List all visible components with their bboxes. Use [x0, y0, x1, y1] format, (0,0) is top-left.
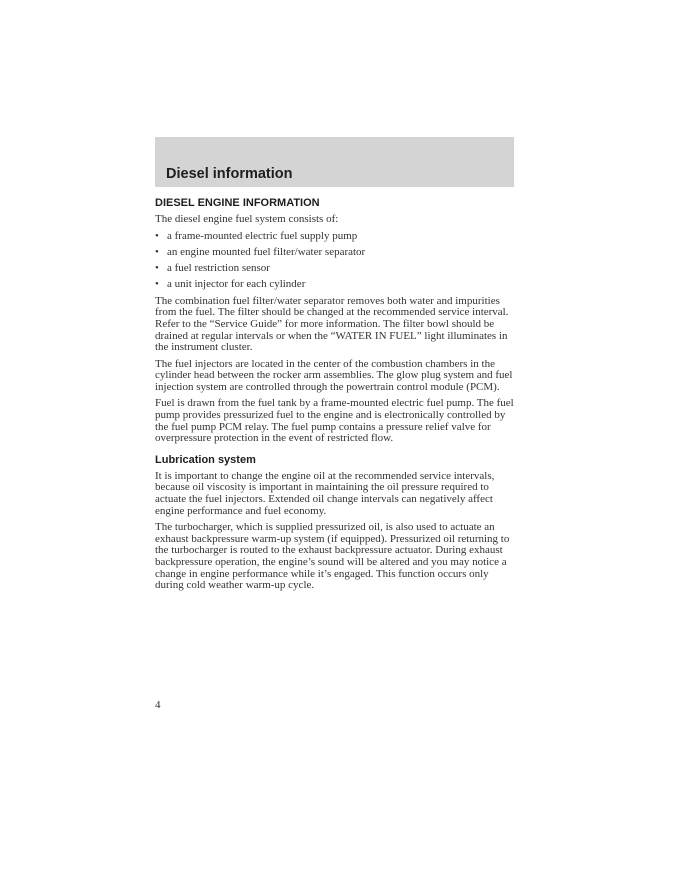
chapter-header-band	[155, 137, 514, 187]
fuel-system-components-list	[155, 231, 517, 291]
bullet-icon: •	[155, 245, 159, 258]
list-item-text: an engine mounted fuel filter/water separator	[167, 245, 366, 258]
bullet-icon: •	[155, 262, 159, 275]
page-number: 4	[155, 699, 161, 711]
list-item-text: a fuel restriction sensor	[167, 262, 270, 275]
list-item	[155, 231, 517, 243]
list-item	[155, 247, 517, 259]
fuel-pump-paragraph: Fuel is drawn from the fuel tank by a frame-mounted electric fuel pump. The fuel pump provides pressurized fuel to the engine and is electronically controlled by the fuel pump PCM relay. The fuel pump contains a pressure relief valve for overpressure protection in the event of restricted flow.	[155, 397, 514, 445]
bullet-icon: •	[155, 278, 159, 291]
section-heading: DIESEL ENGINE INFORMATION	[155, 197, 320, 209]
page-content	[155, 196, 517, 597]
engine-oil-paragraph: It is important to change the engine oil at the recommended service intervals, because oil viscosity is important in maintaining the oil pressure required to actuate the fuel injectors. Extended oil change intervals can negatively affect engine performance and fuel economy.	[155, 469, 495, 517]
list-item-text: a frame-mounted electric fuel supply pump	[167, 229, 358, 242]
lubrication-heading: Lubrication system	[155, 453, 256, 466]
section-intro: The diesel engine fuel system consists of:	[155, 213, 339, 225]
list-item-text: a unit injector for each cylinder	[167, 278, 306, 291]
bullet-icon: •	[155, 229, 159, 242]
fuel-filter-paragraph: The combination fuel filter/water separator removes both water and impurities from the fuel. The filter should be changed at the recommended service interval. Refer to the “Service Guide” for more information. The filter bowl should be drained at regular intervals or when the “WATER IN FUEL” light illuminates in the instrument cluster.	[155, 294, 509, 354]
turbocharger-paragraph: The turbocharger, which is supplied pressurized oil, is also used to actuate an exhaust backpressure warm-up system (if equipped). Pressurized oil returning to the turbocharger is routed to the exhaust backpressure actuator. During exhaust backpressure operation, the engine’s sound will be altered and you may notice a change in engine performance while it’s engaged. This function occurs only during cold weather warm-up cycle.	[155, 521, 510, 592]
chapter-title: Diesel information	[166, 166, 293, 182]
fuel-injectors-paragraph: The fuel injectors are located in the center of the combustion chambers in the cylinder head between the rocker arm assemblies. The glow plug system and fuel injection system are controlled through the powertrain control module (PCM).	[155, 357, 513, 393]
list-item	[155, 279, 517, 291]
list-item	[155, 263, 517, 275]
